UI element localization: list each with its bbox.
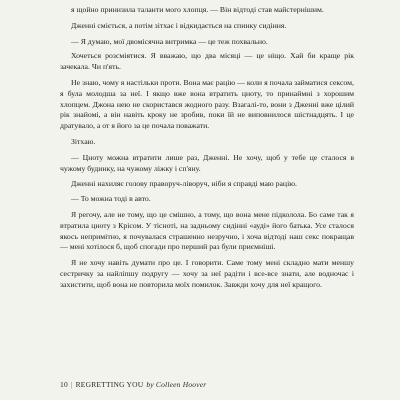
paragraph-10: Я регочу, але не тому, що це смішно, а тому, що вона мене підколола. Бо саме так я втратила цноту з Крісом. У тісноті, на задньому сидінні «ауді» його батька. Усе сталося якось непримітно, я почувалася страшенно незручно, і хоча відтоді наш секс покращав — мені хотілося б, щоб спогади про перший раз були приємніші.: [60, 209, 354, 252]
book-title: REGRETTING YOU: [75, 380, 144, 389]
paragraph-11: Я не хочу навіть думати про це. І говорити. Саме тому мені складно мати меншу сестричку за найліпшу подругу — хочу за неї радіти і все-все знати, але водночас і захистити, щоб вона не повторила моїх помилок. Завжди хочу для неї кращого.: [60, 258, 354, 289]
paragraph-7: — Цноту можна втратити лише раз, Дженні. Не хочу, щоб у тебе це сталося в чужому будинку, на чужому ліжку і сп'яну.: [60, 152, 354, 173]
paragraph-6: Зітхаю.: [71, 136, 96, 146]
paragraph-5: Не знаю, чому я настільки проти. Вона має рацію — коли я почала займатися сексом, я була молодша за неї. І якщо вже вона втратить цноту, то принаймні з хорошим хлопцем. Джона нею не скористався жодного разу. Взагалі-то, вони з Дженні вже цілий рік знайомі, а він навіть кроку не зробив, поки їй не виповнилося шістнадцять. І це дратувало, а от я його за це почала поважати.: [60, 77, 354, 131]
paragraph-3: — Я думаю, мої двомісячна витримка — це теж похвально.: [71, 36, 268, 46]
paragraph-1: я щойно принизила таланти мого хлопця. — Він відтоді став майстернішим.: [71, 5, 324, 14]
page-footer: [60, 380, 206, 389]
paragraph-9: — То можна тоді в авто.: [71, 194, 151, 204]
paragraph-4: Хочеться розсміятися. Я вважаю, що два місяці — це ніщо. Хай би краще рік зачекала. Чи п'ять.: [60, 51, 354, 72]
footer-separator: |: [70, 380, 73, 389]
paragraph-8: Дженні нахиляє голову праворуч-ліворуч, ніби я справді маю рацію.: [71, 179, 297, 189]
page-number: 10: [60, 380, 68, 389]
paragraph-2: Дженні сміється, а потім зітхає і відкидається на спинку сидіння.: [71, 20, 287, 30]
book-author: by Colleen Hoover: [146, 380, 207, 389]
